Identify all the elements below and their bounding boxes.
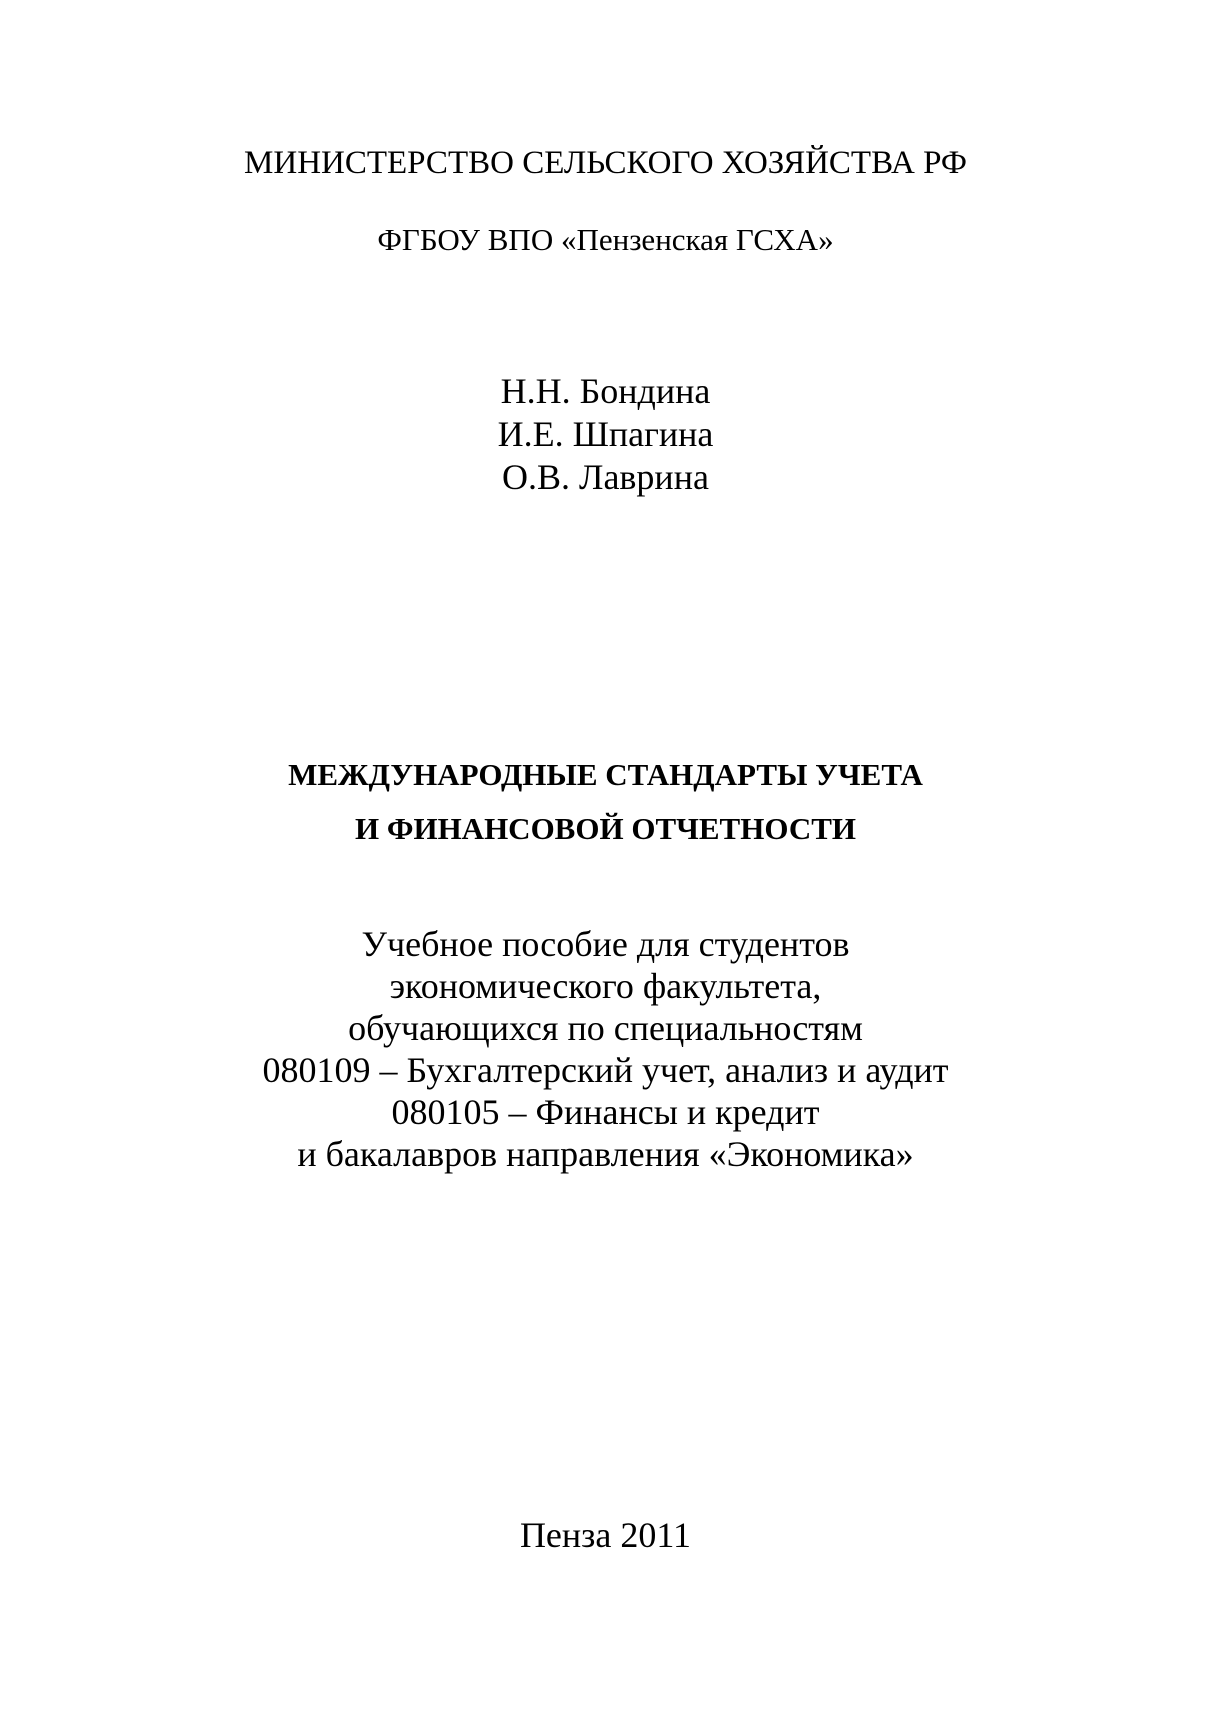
book-title-line: МЕЖДУНАРОДНЫЕ СТАНДАРТЫ УЧЕТА — [288, 757, 923, 792]
subtitle-line: экономического факультета, — [389, 966, 822, 1006]
subtitle-line: 080105 – Финансы и кредит — [391, 1092, 820, 1132]
book-title-line: И ФИНАНСОВОЙ ОТЧЕТНОСТИ — [354, 811, 857, 846]
subtitle-line: и бакалавров направления «Экономика» — [297, 1134, 914, 1174]
author-name: И.Е. Шпагина — [497, 414, 714, 454]
authors-block — [0, 370, 1211, 499]
subtitle-line: обучающихся по специальностям — [348, 1008, 863, 1048]
author-name: О.В. Лаврина — [502, 457, 709, 497]
ministry-name: МИНИСТЕРСТВО СЕЛЬСКОГО ХОЗЯЙСТВА РФ — [244, 145, 967, 181]
author-name: Н.Н. Бондина — [500, 371, 711, 411]
subtitle-line: 080109 – Бухгалтерский учет, анализ и аудит — [262, 1050, 949, 1090]
subtitle-line: Учебное пособие для студентов — [361, 924, 850, 964]
book-subtitle — [0, 923, 1211, 1175]
institution-name: ФГБОУ ВПО «Пензенская ГСХА» — [377, 222, 834, 257]
book-title — [0, 748, 1211, 856]
publication-city-year: Пенза 2011 — [519, 1515, 692, 1555]
